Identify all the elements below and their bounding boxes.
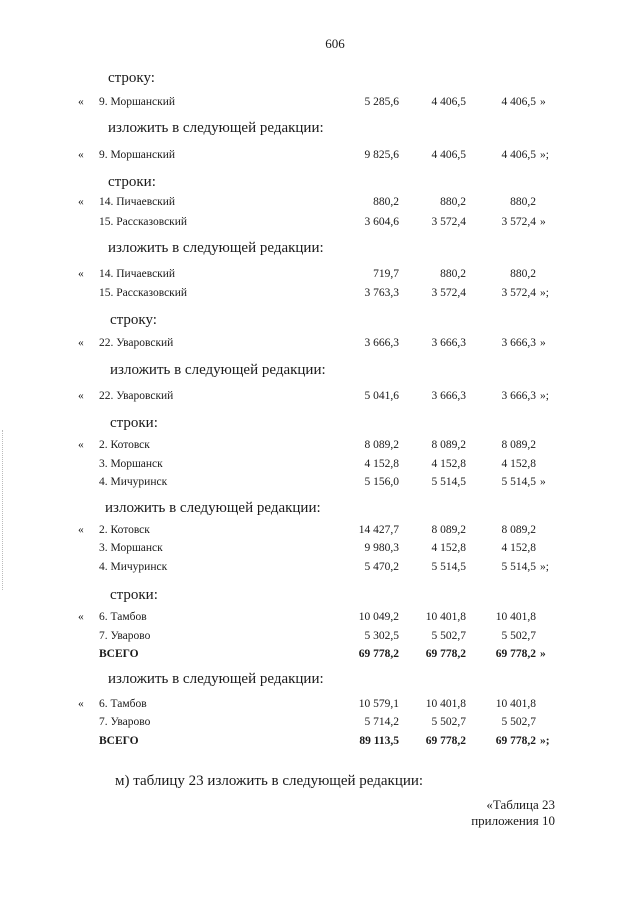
value-col-1: 69 778,2 (358, 648, 399, 660)
value-col-1: 5 302,5 (364, 630, 399, 642)
open-quote: « (78, 96, 84, 108)
value-col-3: 69 778,2 (495, 735, 536, 747)
district-name: 6. Тамбов (99, 698, 147, 710)
close-quote: » (540, 216, 546, 228)
close-quote: » (540, 476, 546, 488)
table-row (0, 698, 640, 714)
table-row (0, 648, 640, 664)
block-heading: изложить в следующей редакции: (108, 671, 324, 687)
block-heading: изложить в следующей редакции: (105, 500, 321, 516)
value-col-3: 5 502,7 (501, 716, 536, 728)
final-instruction: м) таблицу 23 изложить в следующей редакции: (115, 773, 424, 789)
value-col-2: 4 152,8 (431, 542, 466, 554)
value-col-1: 880,2 (373, 196, 399, 208)
value-col-2: 4 406,5 (431, 149, 466, 161)
value-col-3: 8 089,2 (501, 439, 536, 451)
table-row (0, 476, 640, 492)
page-number: 606 (325, 36, 345, 51)
table-row (0, 458, 640, 474)
district-name: 2. Котовск (99, 524, 150, 536)
value-col-2: 5 514,5 (431, 476, 466, 488)
district-name: 9. Моршанский (99, 96, 176, 108)
open-quote: « (78, 149, 84, 161)
district-name: 22. Уваровский (99, 337, 174, 349)
open-quote: « (78, 439, 84, 451)
value-col-2: 3 666,3 (431, 390, 466, 402)
value-col-3: 4 152,8 (501, 458, 536, 470)
value-col-3: 3 572,4 (501, 216, 536, 228)
value-col-2: 10 401,8 (425, 698, 466, 710)
table-row (0, 390, 640, 406)
value-col-2: 4 406,5 (431, 96, 466, 108)
value-col-2: 3 572,4 (431, 216, 466, 228)
district-name: 9. Моршанский (99, 149, 176, 161)
value-col-2: 8 089,2 (431, 524, 466, 536)
open-quote: « (78, 524, 84, 536)
value-col-3: 5 502,7 (501, 630, 536, 642)
table-title-line1: «Таблица 23 (486, 797, 555, 812)
block-heading: строки: (110, 415, 158, 431)
value-col-3: 4 406,5 (501, 149, 536, 161)
open-quote: « (78, 390, 84, 402)
value-col-1: 9 825,6 (364, 149, 399, 161)
value-col-3: 3 572,4 (501, 287, 536, 299)
close-quote: » (540, 96, 546, 108)
value-col-1: 3 763,3 (364, 287, 399, 299)
table-row (0, 196, 640, 212)
table-row (0, 561, 640, 577)
table-row (0, 268, 640, 284)
value-col-2: 880,2 (440, 268, 466, 280)
margin-mark (2, 430, 6, 590)
value-col-1: 5 156,0 (364, 476, 399, 488)
district-name: 14. Пичаевский (99, 268, 176, 280)
district-name: ВСЕГО (99, 735, 139, 747)
value-col-1: 5 470,2 (364, 561, 399, 573)
value-col-3: 3 666,3 (501, 337, 536, 349)
value-col-3: 5 514,5 (501, 561, 536, 573)
value-col-2: 5 514,5 (431, 561, 466, 573)
close-quote: » (540, 648, 546, 660)
value-col-1: 10 049,2 (358, 611, 399, 623)
value-col-3: 10 401,8 (495, 698, 536, 710)
table-row (0, 216, 640, 232)
open-quote: « (78, 611, 84, 623)
table-row (0, 439, 640, 455)
district-name: 7. Уварово (99, 716, 151, 728)
value-col-2: 5 502,7 (431, 716, 466, 728)
district-name: 15. Рассказовский (99, 216, 188, 228)
value-col-1: 3 666,3 (364, 337, 399, 349)
close-quote: »; (540, 735, 550, 747)
district-name: ВСЕГО (99, 648, 139, 660)
table-row (0, 630, 640, 646)
value-col-1: 14 427,7 (358, 524, 399, 536)
value-col-1: 3 604,6 (364, 216, 399, 228)
value-col-2: 8 089,2 (431, 439, 466, 451)
value-col-2: 5 502,7 (431, 630, 466, 642)
table-row (0, 611, 640, 627)
value-col-1: 10 579,1 (358, 698, 399, 710)
district-name: 22. Уваровский (99, 390, 174, 402)
value-col-2: 69 778,2 (425, 735, 466, 747)
value-col-2: 880,2 (440, 196, 466, 208)
district-name: 15. Рассказовский (99, 287, 188, 299)
district-name: 7. Уварово (99, 630, 151, 642)
table-row (0, 96, 640, 112)
value-col-1: 719,7 (373, 268, 399, 280)
value-col-1: 4 152,8 (364, 458, 399, 470)
district-name: 2. Котовск (99, 439, 150, 451)
value-col-3: 880,2 (510, 268, 536, 280)
table-row (0, 287, 640, 303)
close-quote: »; (540, 390, 549, 402)
value-col-1: 89 113,5 (359, 735, 399, 747)
district-name: 4. Мичуринск (99, 561, 168, 573)
block-heading: изложить в следующей редакции: (108, 240, 324, 256)
value-col-3: 5 514,5 (501, 476, 536, 488)
value-col-2: 10 401,8 (425, 611, 466, 623)
open-quote: « (78, 337, 84, 349)
value-col-3: 3 666,3 (501, 390, 536, 402)
block-heading: изложить в следующей редакции: (110, 362, 326, 378)
district-name: 3. Моршанск (99, 458, 163, 470)
table-row (0, 149, 640, 165)
table-row (0, 337, 640, 353)
close-quote: »; (540, 287, 549, 299)
close-quote: »; (540, 561, 549, 573)
block-heading: строки: (110, 587, 158, 603)
value-col-2: 3 666,3 (431, 337, 466, 349)
value-col-3: 10 401,8 (495, 611, 536, 623)
value-col-3: 8 089,2 (501, 524, 536, 536)
block-heading: строку: (110, 312, 157, 328)
value-col-1: 5 285,6 (364, 96, 399, 108)
district-name: 6. Тамбов (99, 611, 147, 623)
value-col-2: 69 778,2 (425, 648, 466, 660)
block-heading: изложить в следующей редакции: (108, 120, 324, 136)
value-col-1: 9 980,3 (364, 542, 399, 554)
value-col-1: 8 089,2 (364, 439, 399, 451)
table-row (0, 735, 640, 751)
open-quote: « (78, 268, 84, 280)
table-title-line2: приложения 10 (471, 813, 555, 828)
close-quote: »; (540, 149, 549, 161)
close-quote: » (540, 337, 546, 349)
value-col-2: 3 572,4 (431, 287, 466, 299)
value-col-3: 69 778,2 (495, 648, 536, 660)
value-col-3: 4 152,8 (501, 542, 536, 554)
district-name: 14. Пичаевский (99, 196, 176, 208)
value-col-1: 5 714,2 (364, 716, 399, 728)
block-heading: строку: (108, 70, 155, 86)
value-col-3: 880,2 (510, 196, 536, 208)
table-row (0, 542, 640, 558)
district-name: 4. Мичуринск (99, 476, 168, 488)
table-row (0, 716, 640, 732)
open-quote: « (78, 196, 84, 208)
value-col-1: 5 041,6 (364, 390, 399, 402)
value-col-2: 4 152,8 (431, 458, 466, 470)
block-heading: строки: (108, 174, 156, 190)
value-col-3: 4 406,5 (501, 96, 536, 108)
table-row (0, 524, 640, 540)
district-name: 3. Моршанск (99, 542, 163, 554)
open-quote: « (78, 698, 84, 710)
